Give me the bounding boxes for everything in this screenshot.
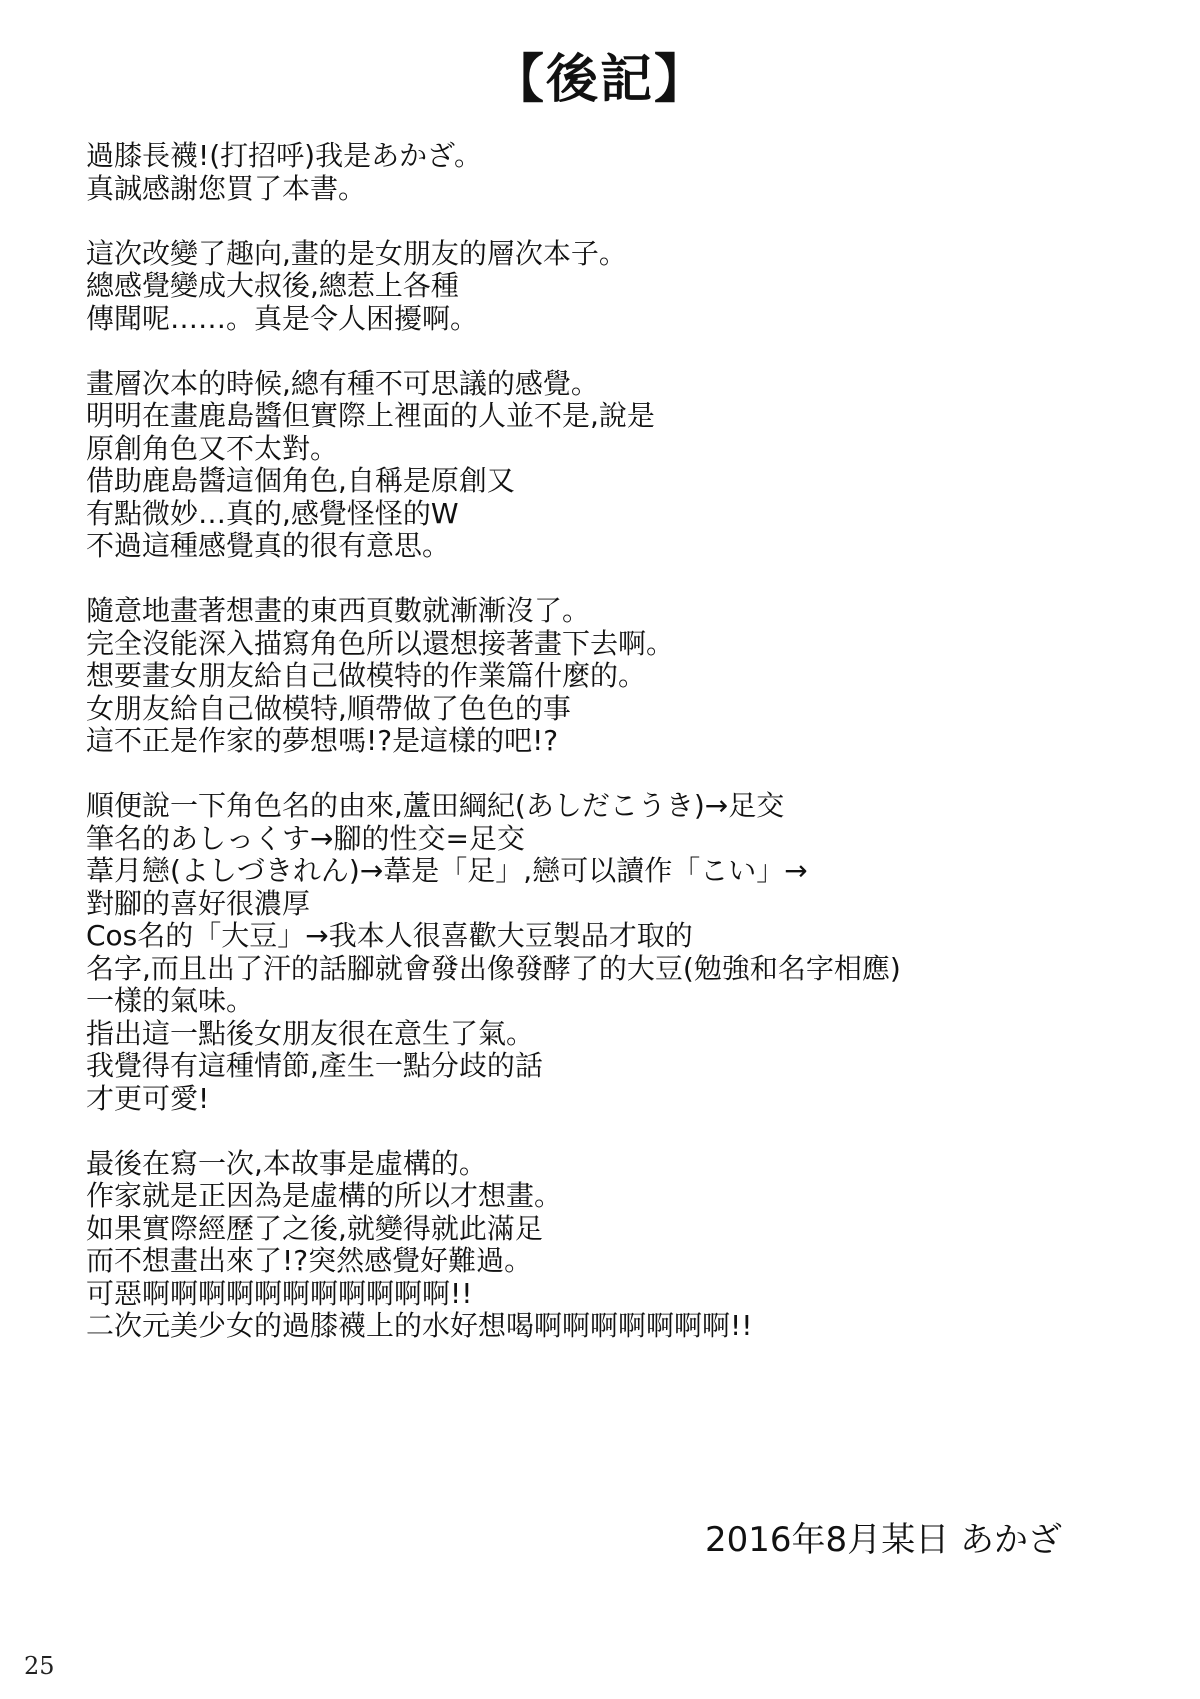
text-line: 葦月戀(よしづきれん)→葦是「足」,戀可以讀作「こい」→ [86,854,808,887]
text-line: 借助鹿島醬這個角色,自稱是原創又 [86,464,515,497]
text-line: 原創角色又不太對。 [86,431,339,465]
text-line: 這不正是作家的夢想嗎!?是這樣的吧!? [86,724,559,757]
text-line: 如果實際經歷了之後,就變得就此滿足 [86,1211,543,1245]
text-line: 才更可愛! [86,1081,210,1115]
text-line: 總感覺變成大叔後,總惹上各種 [86,269,459,302]
text-line: 一樣的氣味。 [86,984,255,1017]
text-line: 完全沒能深入描寫角色所以還想接著畫下去啊。 [86,626,675,660]
text-line: 這次改變了趣向,畫的是女朋友的層次本子。 [86,236,627,270]
text-line: 明明在畫鹿島醬但實際上裡面的人並不是,說是 [86,399,655,432]
text-line: 女朋友給自己做模特,順帶做了色色的事 [86,691,571,725]
text-line: 隨意地畫著想畫的東西頁數就漸漸沒了。 [86,594,591,627]
text-line: 而不想畫出來了!?突然感覺好難過。 [86,1244,533,1277]
text-line: 想要畫女朋友給自己做模特的作業篇什麼的。 [86,659,647,692]
text-line: 作家就是正因為是虛構的所以才想畫。 [86,1179,563,1212]
text-line: 不過這種感覺真的很有意思。 [86,529,451,562]
signature-date-author: 2016年8月某日 あかざ [705,1520,1062,1560]
text-line: 傳聞呢……。真是令人困擾啊。 [86,301,479,335]
paragraph [86,140,1146,205]
text-line: 畫層次本的時候,總有種不可思議的感覺。 [86,366,599,400]
page-title: 【後記】 [491,50,708,110]
text-line: 名字,而且出了汗的話腳就會發出像發酵了的大豆(勉強和名字相應) [86,951,901,985]
paragraph [86,595,1146,758]
text-line: 筆名的あしっくす→腳的性交=足交 [86,821,525,855]
page-number: 25 [24,1652,55,1680]
paragraph [86,238,1146,336]
text-line: 二次元美少女的過膝襪上的水好想喝啊啊啊啊啊啊啊!! [86,1309,753,1342]
text-line: 對腳的喜好很濃厚 [86,886,311,920]
text-line: 有點微妙…真的,感覺怪怪的W [86,496,459,530]
text-line: 順便說一下角色名的由來,蘆田綱紀(あしだこうき)→足交 [86,789,785,822]
text-line: 最後在寫一次,本故事是虛構的。 [86,1146,487,1180]
text-line: 真誠感謝您買了本書。 [86,171,367,205]
text-line: 過膝長襪!(打招呼)我是あかざ。 [86,139,482,172]
text-line: 可惡啊啊啊啊啊啊啊啊啊啊啊!! [86,1276,473,1310]
afterword-body [86,140,1146,1375]
text-line: Cos名的「大豆」→我本人很喜歡大豆製品才取的 [86,919,693,952]
paragraph [86,368,1146,563]
text-line: 指出這一點後女朋友很在意生了氣。 [86,1016,535,1050]
text-line: 我覺得有這種情節,產生一點分歧的話 [86,1049,543,1082]
paragraph [86,1148,1146,1343]
paragraph [86,790,1146,1115]
